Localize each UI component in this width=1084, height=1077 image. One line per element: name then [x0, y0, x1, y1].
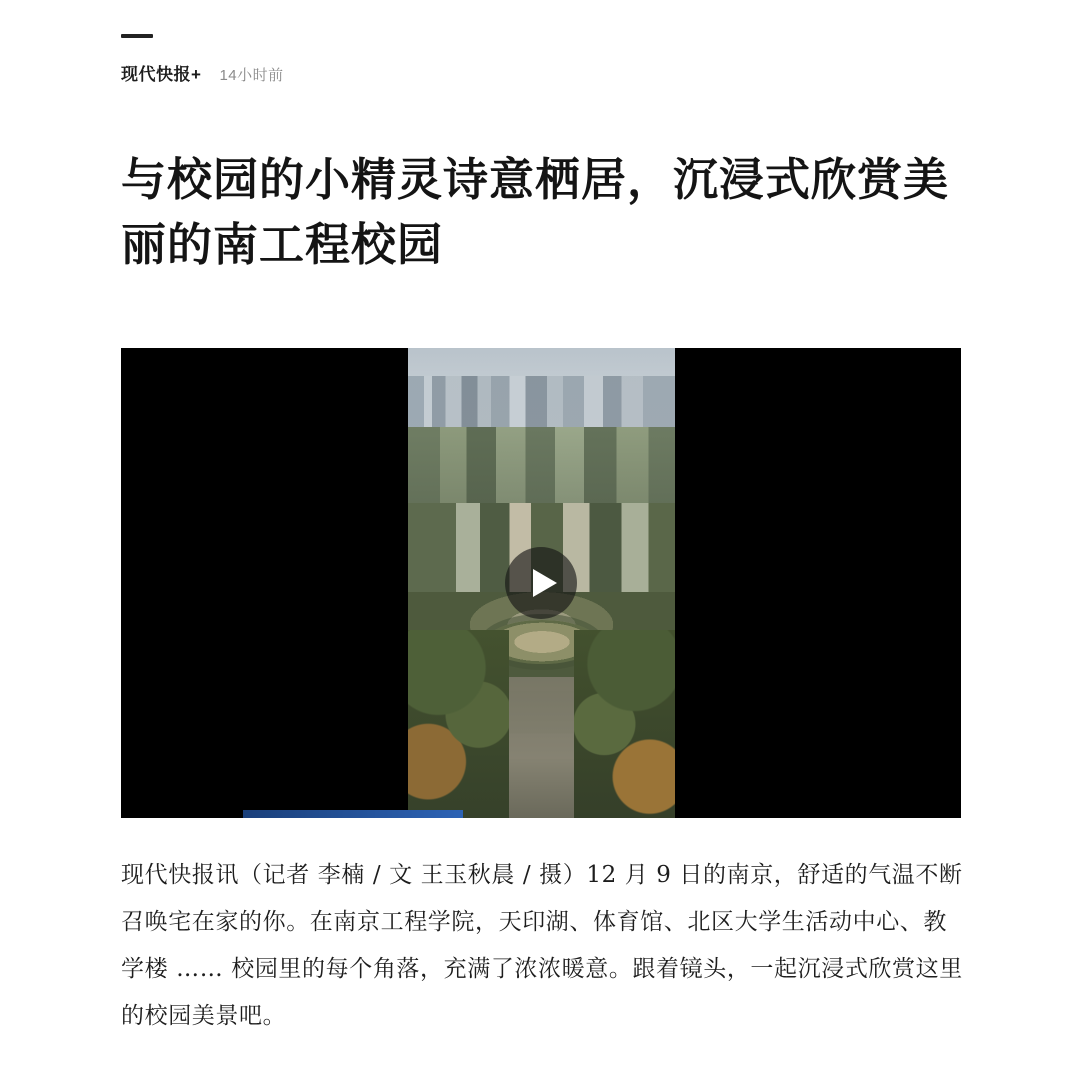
- article-body: 现代快报讯（记者 李楠 / 文 王玉秋晨 / 摄）12 月 9 日的南京，舒适的气温不断召唤宅在家的你。在南京工程学院，天印湖、体育馆、北区大学生活动中心、教学楼 …… 校园里的每个角落，充满了浓浓暖意。跟着镜头，一起沉浸式欣赏这里的校园美景吧。: [121, 861, 963, 1029]
- video-trees-left: [408, 630, 509, 818]
- play-triangle-shape: [533, 569, 557, 597]
- source-name[interactable]: 现代快报+: [121, 65, 202, 84]
- page-title: 与校园的小精灵诗意栖居，沉浸式欣赏美丽的南工程校园: [121, 153, 950, 272]
- video-progress-bar[interactable]: [243, 810, 463, 818]
- article-page: [0, 34, 1084, 1077]
- article-meta: [121, 60, 963, 85]
- top-divider: [121, 34, 153, 38]
- play-icon[interactable]: [505, 547, 577, 619]
- video-midground-layer: [408, 427, 675, 512]
- video-player[interactable]: [121, 348, 961, 818]
- publish-time: 14小时前: [219, 67, 284, 84]
- video-trees-right: [574, 630, 675, 818]
- article-content: [0, 34, 1084, 1040]
- video-road-strip: [509, 677, 573, 818]
